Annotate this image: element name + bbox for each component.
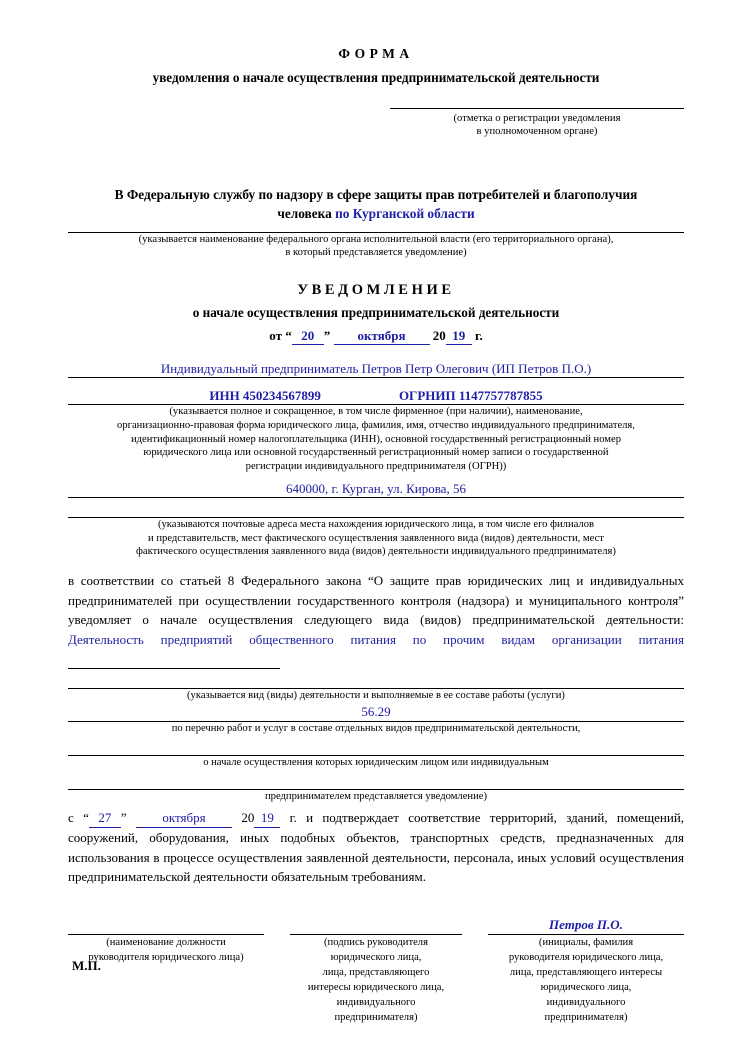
stamp-label: М.П. [72,958,101,973]
entity-caption-line4: юридического лица или основной государственный регистрационный номер записи о государственной [143,447,609,459]
confirm-year-field[interactable]: 19 [254,808,280,829]
entity-caption-line5: регистрации индивидуального предпринимателя (ОГРН)) [245,461,507,473]
signature-column-initials [488,917,684,1025]
addressee-block [68,185,684,224]
submit-caption: предпринимателем представляется уведомление) [265,790,487,802]
document-body [68,0,684,1025]
signature-sign-value[interactable] [290,917,462,934]
signature-initials-caption-3: юридического лица, [540,981,632,993]
okved-code-value[interactable]: 56.29 [361,704,391,720]
form-word: ФОРМА [338,46,414,61]
activity-caption: (указывается вид (виды) деятельности и выполняемые в ее составе работы (услуги) [187,689,565,701]
signature-position-value[interactable] [68,917,264,934]
addressee-filled-region: по Курганской области [335,206,475,222]
entity-name-rule [68,377,684,378]
signature-sign-caption-5: предпринимателя) [334,1011,418,1023]
entity-ids-row [68,388,684,404]
addressee-caption-line2: в который представляется уведомление) [285,247,467,259]
date-year-field[interactable]: 19 [446,328,472,345]
signature-sign-caption-3: интересы юридического лица, [307,981,445,993]
entity-ogrnip-value[interactable]: ОГРНИП 1147757787855 [398,388,543,404]
confirm-quote-close: ” [120,809,127,825]
confirm-day-field[interactable]: 27 [89,808,121,829]
signature-initials-caption-0: (инициалы, фамилия [538,936,634,948]
notice-date-line [68,328,684,345]
entity-caption-line2: организационно-правовая форма юридического лица, фамилия, имя, отчество индивидуального предпринимателя, [117,419,635,431]
signature-initials-value[interactable]: Петров П.О. [549,916,623,932]
date-prefix: от “ [269,328,292,344]
signature-position-caption-0: (наименование должности [106,936,226,948]
entity-inn-value[interactable]: ИНН 450234567899 [209,388,321,404]
signature-sign-caption-1: юридического лица, [330,951,422,963]
signature-row [68,917,684,1025]
entity-caption-line3: идентификационный номер налогоплательщика (ИНН), основной государственный регистрационный номер [130,433,622,445]
signature-initials-caption-4: индивидуального [546,996,626,1008]
body-paragraph-static: в соответствии со статьей 8 Федерального закона “О защите прав юридических лиц и индивидуальных предпринимателей при осуществлении государственного контроля (надзора) и муниципального контроля” уведомляет о начале осуществления следующего вида (видов) предпринимательской деятельности: [68,573,684,628]
notice-title: УВЕДОМЛЕНИЕ [297,282,455,299]
confirm-month-field[interactable]: октября [136,808,232,829]
confirmation-text: г. и подтверждает соответствие территорий, зданий, помещений, сооружений, оборудования, иных подобных объектов, транспортных средств, предназначенных для использования в процессе осуществления заявленной деятельности, персонала, иных условий осуществления предпринимательской деятельности обязательным требованиям. [68,809,685,885]
signature-sign-caption-4: индивидуального [336,996,416,1008]
registration-mark-block [390,108,684,138]
addressee-line2 [68,204,684,223]
registration-mark-line2: в уполномоченном органе) [476,126,598,138]
address-caption-line2: и представительств, мест фактического осуществления заявленного вида (видов) деятельности, мест [148,532,604,544]
signature-initials-caption-5: предпринимателя) [544,1011,628,1023]
registration-mark-line1: (отметка о регистрации уведомления [453,113,621,124]
signature-position-caption-1: руководителя юридического лица) [88,951,244,963]
registration-mark-rule [390,108,684,109]
signature-position-rule [68,934,264,935]
date-year-prefix: 20 [432,328,446,344]
signature-column-sign [290,917,462,1025]
entity-name-value[interactable]: Индивидуальный предприниматель Петров Петр Олегович (ИП Петров П.О.) [160,361,592,377]
signature-initials-rule [488,934,684,935]
activity-filled-value[interactable]: Деятельность предприятий общественного питания по прочим видам организации питания [68,631,684,647]
signature-sign-rule [290,934,462,935]
notice-subtitle: о начале осуществления предпринимательской деятельности [192,305,560,321]
addressee-caption-line1: (указывается наименование федерального органа исполнительной власти (его территориального органа), [138,233,614,245]
confirmation-paragraph [68,808,684,887]
signature-sign-caption-2: лица, представляющего [322,966,430,978]
entity-address-value[interactable]: 640000, г. Курган, ул. Кирова, 56 [286,480,466,496]
address-caption-line3: фактического осуществления заявленного вида (видов) деятельности индивидуального предпринимателя) [136,546,616,558]
works-caption: по перечню работ и услуг в составе отдельных видов предпринимательской деятельности, [171,723,581,735]
date-month-field[interactable]: октября [334,328,430,345]
address-caption-line1: (указываются почтовые адреса места нахождения юридического лица, в том числе его филиалов [157,518,594,530]
signature-initials-caption-2: лица, представляющего интересы [509,966,663,978]
addressee-static-line1: В Федеральную службу по надзору в сфере защиты прав потребителей и благополучия [114,187,638,202]
date-suffix: г. [475,328,483,344]
signature-initials-caption-1: руководителя юридического лица, [508,951,664,963]
signature-sign-caption-0: (подпись руководителя [324,936,428,948]
form-subtitle: уведомления о начале осуществления предпринимательской деятельности [152,70,600,85]
start-caption: о начале осуществления которых юридическим лицом или индивидуальным [203,757,549,769]
confirm-year-prefix: 20 [241,809,255,825]
date-day-field[interactable]: 20 [292,328,324,345]
confirm-prefix: с “ [68,809,89,825]
addressee-static-line2-prefix: человека [277,206,336,222]
date-quote-close: ” [323,328,331,344]
body-paragraph [68,571,684,669]
activity-tail-rule [68,657,280,669]
entity-caption-line1: (указывается полное и сокращенное, в том числе фирменное (при наличии), наименование, [169,406,583,418]
